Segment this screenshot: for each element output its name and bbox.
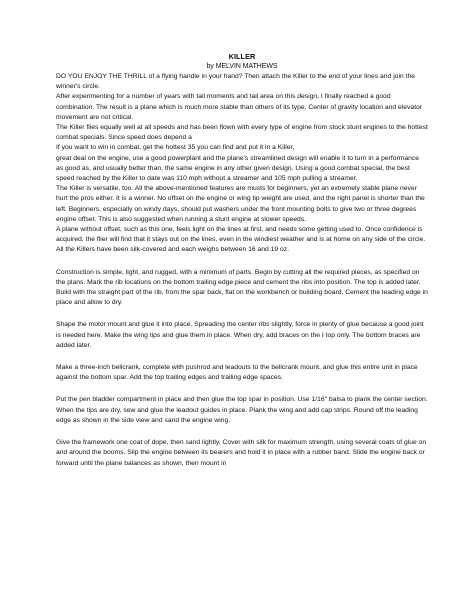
paragraph: Put the pen bladder compartment in place and then glue the top spar in position. Use 1/16" balsa to plank the center section. When the tips are dry, sew and glue the leadout guides in place. Plank the wing and add cap strips. Round off the leading edge as shown in the side view and sand the engine wing. xyxy=(56,396,428,424)
paragraph: The Killer flies equally well at all speeds and has been flown with every type of engine from stock stunt engines to the hottest combat specials. Since speed does depend a xyxy=(56,124,428,142)
paragraph: Make a three-inch bellcrank, complete with pushrod and leadouts to the bellcrank mount, and glue this entire unit in place against the bottom spar. Add the top trailing edges and trailing edge spaces. xyxy=(56,364,418,382)
paragraph: The Killer is versatile, too. All the above-mentioned features are musts for beginners, yet an extremely stable plane never hurt the pros either. It is a winner. No offset on the engine or wing tip weight are used, and the right panel is shorter than the left. Beginners, especially on windy days, should put washers under the front mounting bolts to give two or three degrees engine offset. This is also suggested when running a stunt engine at slower speeds. xyxy=(56,185,425,223)
paragraph: If you want to win in combat, get the hottest 35 you can find and put it in a Killer, xyxy=(56,144,295,152)
intro-section xyxy=(56,72,428,256)
paragraph: After experimenting for a number of years with tail moments and tail area on this design, I finally reached a good combination. The result is a plane which is much more stable than others of its type. Center of gravity location and elevator movement are not critical. xyxy=(56,93,423,121)
paragraph: Construction is simple, light, and rugged, with a minimum of parts. Begin by cutting all the required pieces, as specified on the plans. Mark the rib locations on the bottom trailing edge piece and cement the ribs into position. The top is added later. Build with the straight part of the rib, from the spar back, flat on the workbench or building board. Cement the leading edge in place and allow to dry. xyxy=(56,268,428,307)
article-title: KILLER xyxy=(228,52,256,61)
paragraph: A plane without offset, such as this one, feels light on the lines at first, and needs some getting used to. Once confidence is acquired, the flier will find that it stays out on the lines, even in the windiest weather and is at home on any side of the circle. All the Killers have been silk-covered and each weighs between 16 and 19 oz. xyxy=(56,226,426,254)
paragraph: Give the framework one coat of dope, then sand lightly. Cover with silk for maximum strength, using several coats of glue on and around the booms. Slip the engine between its bearers and hold it in place with a rubber band. Slide the engine back or forward until the plane balances as shown, then mount in xyxy=(56,439,427,467)
paragraph: great deal on the engine, use a good powerplant and the plane's streamlined design will enable it to turn in a performance as good as, and usually better than, the same engine in any other given design. Using a good combat special, the best speed reached by the Killer to date was 110 mph without a streamer and 105 mph pulling a streamer. xyxy=(56,154,420,183)
construction-section xyxy=(56,268,428,469)
article-byline: by MELVIN MATHEWS xyxy=(206,63,278,70)
paragraph: DO YOU ENJOY THE THRILL of a flying handle in your hand? Then attach the Killer to the end of your lines and join the winner's circle. xyxy=(56,73,415,91)
paragraph: Shape the motor mount and glue it into place. Spreading the center ribs slightly, force in plenty of glue because a good joint is needed here. Make the wing tips and glue them in place. When dry, add braces on the I top only. The bottom braces are added later. xyxy=(56,321,424,349)
